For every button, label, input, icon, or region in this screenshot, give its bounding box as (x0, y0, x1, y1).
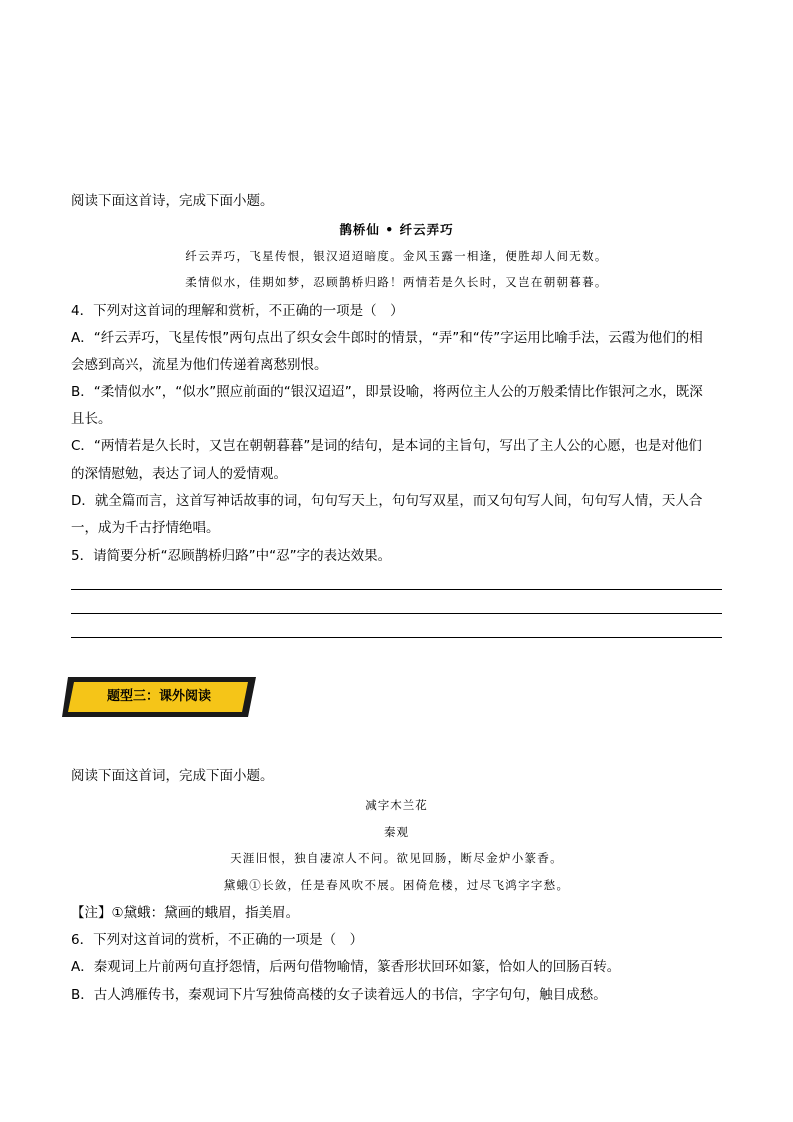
question-4-stem: 4．下列对这首词的理解和赏析，不正确的一项是（ ） (71, 303, 404, 319)
question-5-stem: 5．请简要分析“忍顾鹊桥归路”中“忍”字的表达效果。 (71, 548, 392, 564)
question-4-option-line: D．就全篇而言，这首写神话故事的词，句句写天上，句句写双星，而又句句写人间，句句写人情，天人合 (71, 493, 703, 509)
question-6-stem: 6．下列对这首词的赏析，不正确的一项是（ ） (71, 932, 364, 948)
question-6-option-line: A．秦观词上片前两句直抒怨情，后两句借物喻情，篆香形状回环如篆，恰如人的回肠百转。 (71, 959, 621, 975)
question-6-option-line: B．古人鸿雁传书，秦观词下片写独倚高楼的女子读着远人的书信，字字句句，触目成愁。 (71, 987, 607, 1003)
question-4-option-line: 且长。 (71, 411, 112, 427)
poem-line-1-2: 柔情似水，佳期如梦，忍顾鹊桥归路！两情若是久长时，又岂在朝朝暮暮。 (185, 275, 608, 289)
banner-label: 题型三：课外阅读 (106, 689, 211, 704)
answer-line[interactable] (71, 589, 722, 590)
question-4-option-line: C．“两情若是久长时，又岂在朝朝暮暮”是词的结句，是本词的主旨句，写出了主人公的心愿，也是对他们 (71, 438, 702, 454)
question-4-option-line: B．“柔情似水”，“似水”照应前面的“银汉迢迢”，即景设喻，将两位主人公的万般柔情比作银河之水，既深 (71, 384, 703, 400)
question-4-option-line: 会感到高兴，流星为他们传递着离愁别恨。 (71, 357, 328, 373)
reading-intro-2: 阅读下面这首词，完成下面小题。 (71, 768, 274, 784)
answer-line[interactable] (71, 613, 722, 614)
answer-line[interactable] (71, 637, 722, 638)
reading-intro-1: 阅读下面这首诗，完成下面小题。 (71, 193, 274, 209)
poem-line-2-1: 天涯旧恨，独自凄凉人不问。欲见回肠，断尽金炉小篆香。 (230, 851, 563, 865)
section-banner (62, 675, 256, 719)
poem-author: 秦观 (384, 825, 409, 839)
question-4-option-line: 一，成为千古抒情绝唱。 (71, 520, 220, 536)
poem-line-2-2: 黛蛾①长敛，任是春风吹不展。困倚危楼，过尽飞鸿字字愁。 (223, 878, 570, 892)
poem-note: 【注】①黛蛾：黛画的蛾眉，指美眉。 (71, 905, 300, 921)
poem-title-1: 鹊桥仙 • 纤云弄巧 (339, 222, 454, 237)
poem-line-1-1: 纤云弄巧，飞星传恨，银汉迢迢暗度。金风玉露一相逢，便胜却人间无数。 (185, 249, 608, 263)
question-4-option-line: A．“纤云弄巧，飞星传恨”两句点出了织女会牛郎时的情景，“弄”和“传”字运用比喻手法，云霞为他们的相 (71, 330, 703, 346)
question-4-option-line: 的深情慰勉，表达了词人的爱情观。 (71, 466, 287, 482)
poem-title-2: 减字木兰花 (365, 798, 428, 812)
